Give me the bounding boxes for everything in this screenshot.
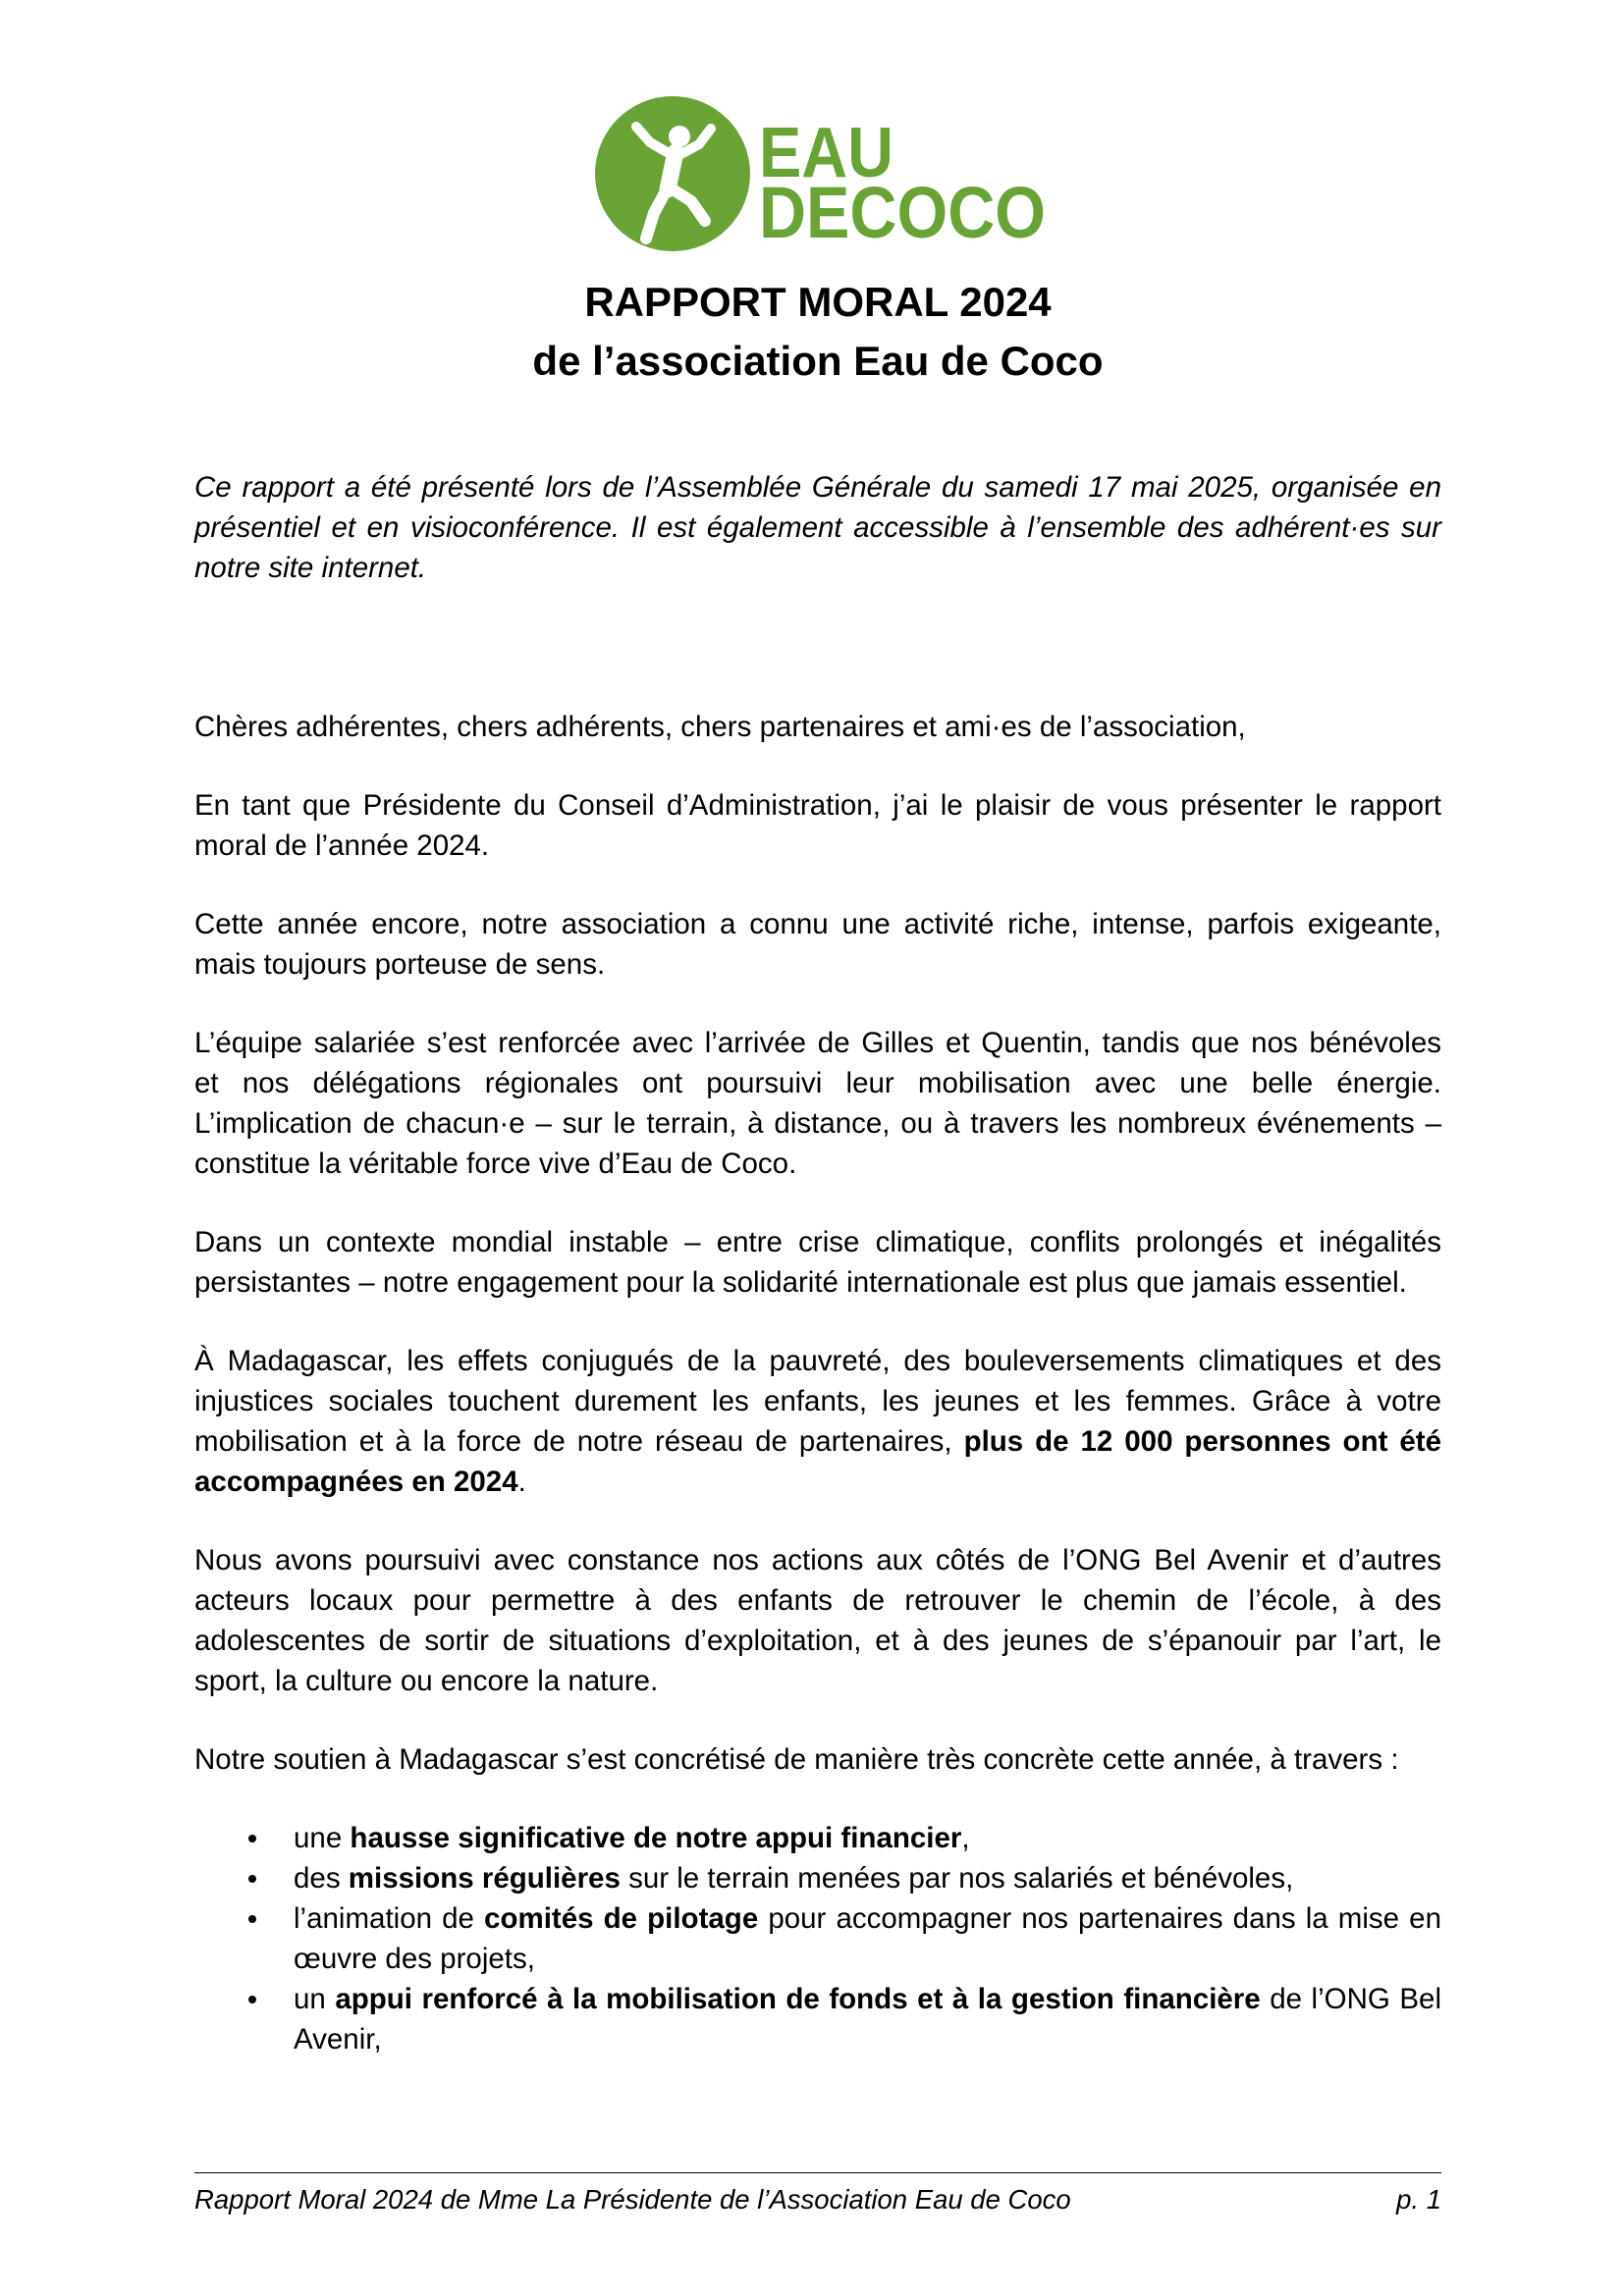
text-run: acteurs locaux pour permettre à des enfants de retrouver le chemin de l’école, à des: [194, 1584, 1441, 1617]
footer-divider: [194, 2172, 1441, 2173]
text-run: un: [294, 1983, 336, 2015]
text-line: [194, 826, 1441, 866]
text-line: [294, 1858, 1441, 1898]
page-footer: [194, 2182, 1441, 2217]
text-run: injustices sociales touchent durement les enfants, les jeunes et les femmes. Grâce à votre: [194, 1385, 1441, 1417]
title-line-2: de l’association Eau de Coco: [532, 338, 1104, 384]
text-line: [294, 1818, 1441, 1858]
text-run: persistantes – notre engagement pour la solidarité internationale est plus que jamais essentiel.: [194, 1266, 1407, 1299]
text-line: [194, 1739, 1441, 1780]
intro-line: notre site internet.: [194, 552, 427, 584]
bullet-item: [194, 1818, 1441, 1858]
text-line: [294, 2019, 1441, 2059]
intro-line: Ce rapport a été présenté lors de l’Assemblée Générale du samedi 17 mai 2025, organisée en: [194, 471, 1441, 504]
text-line: [194, 1023, 1441, 1063]
title-line-1: RAPPORT MORAL 2024: [584, 279, 1052, 325]
bullet-dot: [248, 1835, 256, 1842]
text-line: [194, 1103, 1441, 1144]
paragraph: [194, 1540, 1441, 1701]
logo-text-decoco: DECOCO: [759, 172, 1046, 253]
text-run: Avenir,: [294, 2023, 382, 2056]
text-line: [294, 1898, 1441, 1939]
page-number: p. 1: [1396, 2184, 1441, 2215]
greeting-paragraph: [194, 707, 1441, 747]
text-run: moral de l’année 2024.: [194, 829, 490, 862]
text-run: mobilisation et à la force de notre réseau de partenaires,: [194, 1425, 964, 1458]
text-run: pour accompagner nos partenaires dans la mise en: [758, 1902, 1441, 1935]
logo-text-eau: EAU: [759, 114, 893, 192]
text-line: [194, 1341, 1441, 1381]
text-line: [294, 1939, 1441, 1979]
text-run: .: [517, 1466, 526, 1498]
text-line: [194, 1381, 1441, 1421]
bold-text: hausse significative de notre appui financier: [350, 1822, 962, 1854]
text-line: [194, 785, 1441, 826]
text-line: [194, 1580, 1441, 1621]
text-line: [194, 1621, 1441, 1661]
text-line: [194, 1144, 1441, 1184]
text-run: Cette année encore, notre association a connu une activité riche, intense, parfois exigeante,: [194, 908, 1441, 940]
text-run: constitue la véritable force vive d’Eau de Coco.: [194, 1148, 797, 1180]
report-title: [194, 273, 1441, 391]
text-run: mais toujours porteuse de sens.: [194, 948, 606, 981]
text-run: sport, la culture ou encore la nature.: [194, 1665, 659, 1697]
paragraph: [194, 904, 1441, 985]
bullet-list: [194, 1818, 1441, 2059]
text-line: [194, 1421, 1441, 1462]
text-run: une: [294, 1822, 351, 1854]
text-line: [194, 904, 1441, 944]
bullet-item: [194, 1858, 1441, 1898]
report-body: [194, 707, 1441, 2059]
text-run: et nos délégations régionales ont poursuivi leur mobilisation avec une belle énergie.: [194, 1067, 1441, 1099]
text-run: adolescentes de sortir de situations d’exploitation, et à des jeunes de s’épanouir par l’art, le: [194, 1625, 1441, 1657]
text-line: [194, 944, 1441, 985]
text-line: [194, 1540, 1441, 1580]
bold-text: accompagnées en 2024: [194, 1466, 518, 1498]
bullet-item: [194, 1979, 1441, 2059]
text-run: sur le terrain menées par nos salariés et bénévoles,: [620, 1862, 1294, 1895]
text-run: Nous avons poursuivi avec constance nos actions aux côtés de l’ONG Bel Avenir et d’autres: [194, 1544, 1441, 1576]
text-run: Notre soutien à Madagascar s’est concrétisé de manière très concrète cette année, à travers :: [194, 1743, 1399, 1776]
text-run: Dans un contexte mondial instable – entre crise climatique, conflits prolongés et inégalités: [194, 1226, 1441, 1258]
intro-note: [194, 467, 1441, 588]
text-run: œuvre des projets,: [294, 1943, 535, 1975]
footer-title: Rapport Moral 2024 de Mme La Présidente de l’Association Eau de Coco: [194, 2184, 1071, 2215]
text-line: [294, 1979, 1441, 2019]
paragraph: [194, 785, 1441, 866]
text-run: des: [294, 1862, 349, 1895]
paragraph: [194, 1739, 1441, 1780]
bold-text: appui renforcé à la mobilisation de fonds et à la gestion financière: [335, 1983, 1261, 2015]
intro-line: présentiel et en visioconférence. Il est également accessible à l’ensemble des adhérent·es sur: [194, 511, 1441, 544]
text-run: de l’ONG Bel: [1260, 1983, 1442, 2015]
paragraph: [194, 1023, 1441, 1184]
text-line: [194, 1063, 1441, 1103]
bold-text: plus de 12 000 personnes ont été: [963, 1425, 1441, 1458]
bullet-dot: [248, 1915, 256, 1923]
text-run: Chères adhérentes, chers adhérents, chers partenaires et ami·es de l’association,: [194, 711, 1246, 743]
text-run: En tant que Présidente du Conseil d’Administration, j’ai le plaisir de vous présenter le rapport: [194, 789, 1441, 822]
text-line: [194, 707, 1441, 747]
bullet-dot: [248, 1875, 256, 1883]
text-run: ,: [961, 1822, 970, 1854]
paragraph: [194, 1222, 1441, 1303]
text-run: L’implication de chacun·e – sur le terrain, à distance, ou à travers les nombreux événements –: [194, 1107, 1441, 1140]
eau-de-coco-logo: [589, 93, 1051, 255]
paragraph: [194, 1341, 1441, 1502]
text-line: [194, 1262, 1441, 1303]
text-run: L’équipe salariée s’est renforcée avec l’arrivée de Gilles et Quentin, tandis que nos bénévoles: [194, 1027, 1441, 1059]
bold-text: comités de pilotage: [484, 1902, 759, 1935]
bold-text: missions régulières: [348, 1862, 621, 1895]
text-run: À Madagascar, les effets conjugués de la pauvreté, des bouleversements climatiques et des: [194, 1345, 1441, 1377]
text-line: [194, 1462, 1441, 1502]
text-line: [194, 1661, 1441, 1701]
text-line: [194, 1222, 1441, 1262]
text-run: l’animation de: [294, 1902, 485, 1935]
bullet-item: [194, 1898, 1441, 1979]
bullet-dot: [248, 1996, 256, 2003]
